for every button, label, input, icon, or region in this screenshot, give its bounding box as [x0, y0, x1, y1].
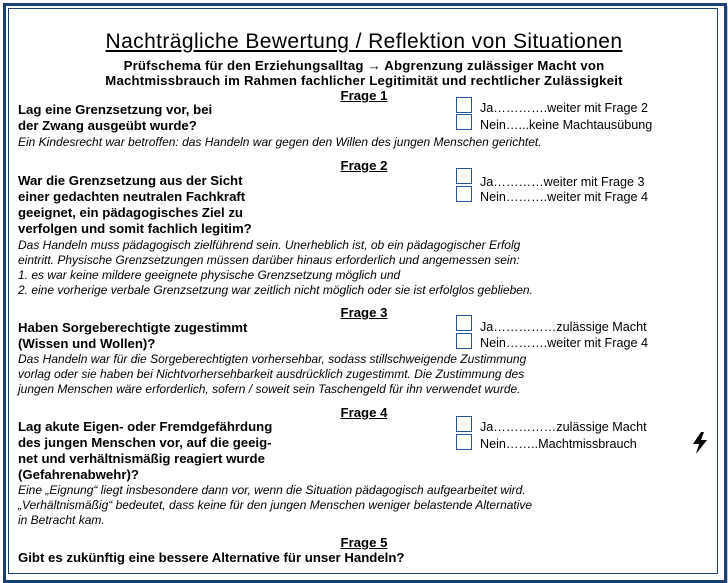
- question-4-text: [18, 419, 272, 483]
- question-1-heading: Frage 1: [340, 88, 388, 103]
- question-2-note: [18, 238, 712, 298]
- question-4-yes-label: Ja……………zulässige Macht: [480, 420, 647, 434]
- note-line: in Betracht kam.: [18, 513, 105, 527]
- question-3-yes-checkbox[interactable]: [456, 315, 472, 331]
- lightning-bolt-icon: [692, 432, 708, 454]
- question-3-line: Haben Sorgeberechtigte zugestimmt: [18, 320, 248, 335]
- question-4-note: [18, 483, 712, 528]
- question-4-yes-checkbox[interactable]: [456, 416, 472, 432]
- question-4-line: (Gefahrenabwehr)?: [18, 467, 139, 482]
- question-2-yes-checkbox[interactable]: [456, 168, 472, 184]
- question-5-line: Gibt es zukünftig eine bessere Alternative für unser Handeln?: [18, 550, 405, 565]
- question-2-line: verfolgen und somit fachlich legitim?: [18, 221, 252, 236]
- question-5-text: [18, 550, 404, 566]
- question-2-heading: Frage 2: [340, 158, 388, 173]
- question-1-no-checkbox[interactable]: [456, 114, 472, 130]
- note-line: Das Handeln muss pädagogisch zielführend sein. Unerheblich ist, ob ein pädagogischer Erfolg: [18, 238, 521, 252]
- note-line: Eine „Eignung“ liegt insbesondere dann vor, wenn die Situation pädagogisch aufgearbeitet wird.: [18, 483, 526, 497]
- question-3-no-checkbox[interactable]: [456, 333, 472, 349]
- question-4-line: des jungen Menschen vor, auf die geeig-: [18, 435, 272, 450]
- note-line: 2. eine vorherige verbale Grenzsetzung war zeitlich nicht möglich oder sie ist erfolglos geblieben.: [18, 283, 533, 297]
- note-line: jungen Menschen wäre erforderlich, sofern / soweit sein Taschengeld für ihn verwendet wurde.: [18, 382, 521, 396]
- question-2-line: geeignet, ein pädagogisches Ziel zu: [18, 205, 243, 220]
- note-line: „Verhältnismäßig“ bedeutet, dass keine für den jungen Menschen weniger belastende Alternative: [18, 498, 533, 512]
- question-2-text: [18, 173, 252, 237]
- question-3-yes-label: Ja……………zulässige Macht: [480, 320, 647, 334]
- question-1-yes-label: Ja………….weiter mit Frage 2: [480, 101, 648, 115]
- question-2-no-label: Nein……….weiter mit Frage 4: [480, 190, 648, 204]
- question-4-no-label: Nein……..Machtmissbrauch: [480, 437, 637, 451]
- note-line: eintritt. Physische Grenzsetzungen müssen darüber hinaus erforderlich und angemessen sein:: [18, 253, 520, 267]
- question-3-no-label: Nein……….weiter mit Frage 4: [480, 336, 648, 350]
- question-3-note: [18, 352, 712, 397]
- question-3-line: (Wissen und Wollen)?: [18, 336, 156, 351]
- question-1-yes-checkbox[interactable]: [456, 97, 472, 113]
- question-2-no-checkbox[interactable]: [456, 186, 472, 202]
- question-1-line: Lag eine Grenzsetzung vor, bei: [18, 102, 213, 117]
- question-3-text: [18, 320, 247, 352]
- note-line: 1. es war keine mildere geeignete physische Grenzsetzung möglich und: [18, 268, 401, 282]
- question-2-line: einer gedachten neutralen Fachkraft: [18, 189, 246, 204]
- subtitle-line-1: Prüfschema für den Erziehungsalltag → Abgrenzung zulässiger Macht von: [123, 58, 605, 73]
- question-4-line: Lag akute Eigen- oder Fremdgefährdung: [18, 419, 273, 434]
- question-4-line: net und verhältnismäßig reagiert wurde: [18, 451, 265, 466]
- note-line: vorlag oder sie haben bei Nichtvorhersehbarkeit ausdrücklich zugestimmt. Die Zustimmung des: [18, 367, 525, 381]
- note-line: Das Handeln war für die Sorgeberechtigten vorhersehbar, sodass stillschweigende Zustimmung: [18, 352, 527, 366]
- question-5-heading: Frage 5: [340, 535, 388, 550]
- question-1-no-label: Nein…...keine Machtausübung: [480, 118, 653, 132]
- question-1-text: [18, 102, 212, 134]
- question-4-heading: Frage 4: [340, 405, 388, 420]
- question-4-no-checkbox[interactable]: [456, 434, 472, 450]
- note-line: Ein Kindesrecht war betroffen: das Handeln war gegen den Willen des jungen Menschen gerichtet.: [18, 135, 542, 149]
- question-1-note: [18, 135, 712, 150]
- question-3-heading: Frage 3: [340, 305, 388, 320]
- question-2-line: War die Grenzsetzung aus der Sicht: [18, 173, 243, 188]
- question-2-yes-label: Ja…………weiter mit Frage 3: [480, 175, 645, 189]
- document-title: Nachträgliche Bewertung / Reflektion von Situationen: [105, 30, 623, 53]
- subtitle-line-2: Machtmissbrauch im Rahmen fachlicher Legitimität und rechtlicher Zulässigkeit: [105, 73, 623, 88]
- question-1-line: der Zwang ausgeübt wurde?: [18, 118, 197, 133]
